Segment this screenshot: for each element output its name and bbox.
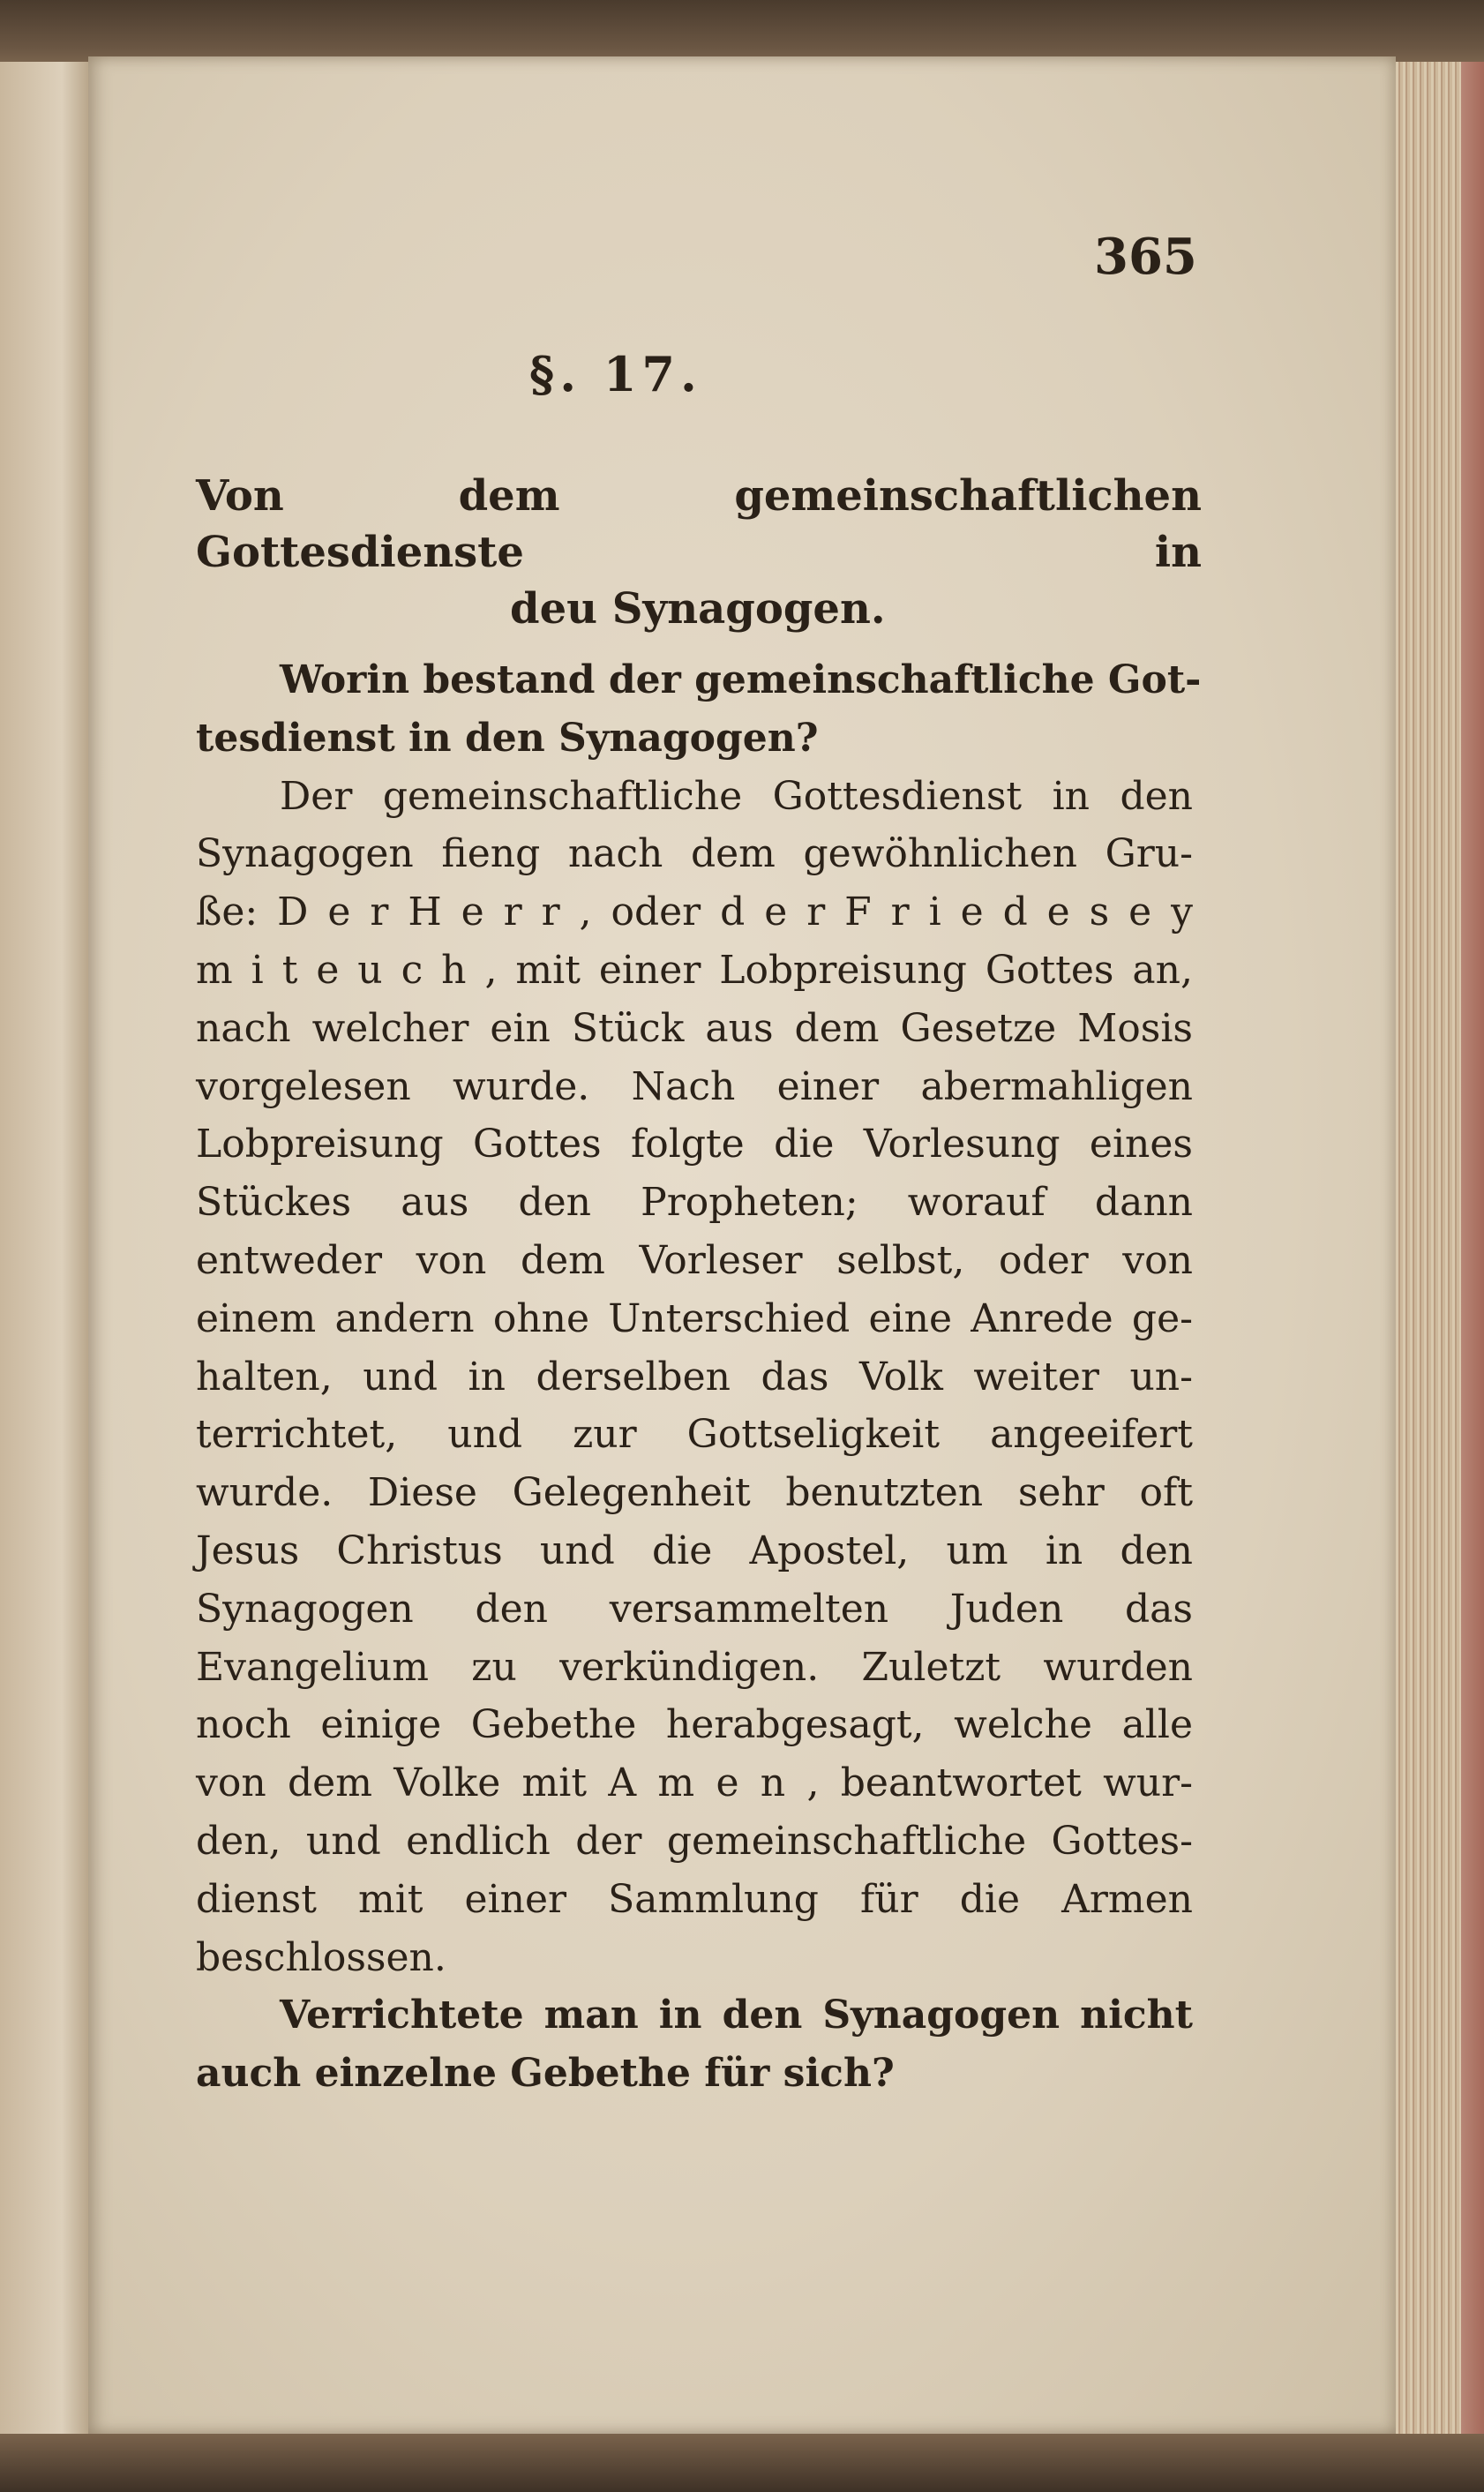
text-line: m i t e u c h , mit einer Lobpreisung Gottes an, (196, 947, 1193, 993)
text-line: wurde. Diese Gelegenheit benutzten sehr oft (196, 1470, 1193, 1516)
book-cover-bottom (0, 2434, 1484, 2492)
heading-line-2: deu Synagogen. (510, 584, 886, 634)
text-line: Synagogen den versammelten Juden das (196, 1586, 1193, 1632)
section-heading (196, 468, 1202, 637)
section-number: §. 17. (529, 346, 702, 402)
text-line: auch einzelne Gebethe für sich? (196, 2051, 895, 2097)
text-line: den, und endlich der gemeinschaftliche Gottes- (196, 1818, 1193, 1864)
text-line: ße: D e r H e r r , oder d e r F r i e d e s e y (196, 889, 1193, 935)
text-line: Jesus Christus und die Apostel, um in den (196, 1527, 1193, 1573)
text-line: dienst mit einer Sammlung für die Armen (196, 1876, 1193, 1922)
text-line: vorgelesen wurde. Nach einer abermahligen (196, 1063, 1193, 1109)
text-line: noch einige Gebethe herabgesagt, welche alle (196, 1702, 1193, 1748)
text-line: entweder von dem Vorleser selbst, oder von (196, 1237, 1193, 1283)
text-line: Evangelium zu verkündigen. Zuletzt wurden (196, 1644, 1193, 1690)
text-line: einem andern ohne Unterschied eine Anrede ge- (196, 1295, 1193, 1341)
page-number: 365 (1094, 228, 1197, 286)
text-line: terrichtet, und zur Gottseligkeit angeeifert (196, 1412, 1193, 1458)
text-line: halten, und in derselben das Volk weiter un- (196, 1354, 1193, 1400)
heading-line-1: Von dem gemeinschaftlichen Gottesdienste in (196, 471, 1202, 577)
page-stack-edge (1396, 62, 1484, 2444)
text-line: tesdienst in den Synagogen? (196, 715, 819, 761)
text-line: Verrichtete man in den Synagogen nicht (280, 1993, 1193, 2038)
text-line: von dem Volke mit A m e n , beantwortet wur- (196, 1760, 1193, 1806)
text-line: Synagogen fieng nach dem gewöhnlichen Gru- (196, 831, 1193, 877)
text-line: Lobpreisung Gottes folgte die Vorlesung eines (196, 1122, 1193, 1167)
text-line: Der gemeinschaftliche Gottesdienst in den (280, 773, 1193, 819)
text-line: nach welcher ein Stück aus dem Gesetze Mosis (196, 1005, 1193, 1051)
facing-page-edge (0, 62, 90, 2444)
text-line: beschlossen. (196, 1934, 446, 1980)
body-text (196, 651, 1202, 2103)
text-line: Stückes aus den Propheten; worauf dann (196, 1180, 1193, 1226)
red-edge (1461, 62, 1484, 2444)
text-line: Worin bestand der gemeinschaftliche Got- (280, 657, 1202, 702)
